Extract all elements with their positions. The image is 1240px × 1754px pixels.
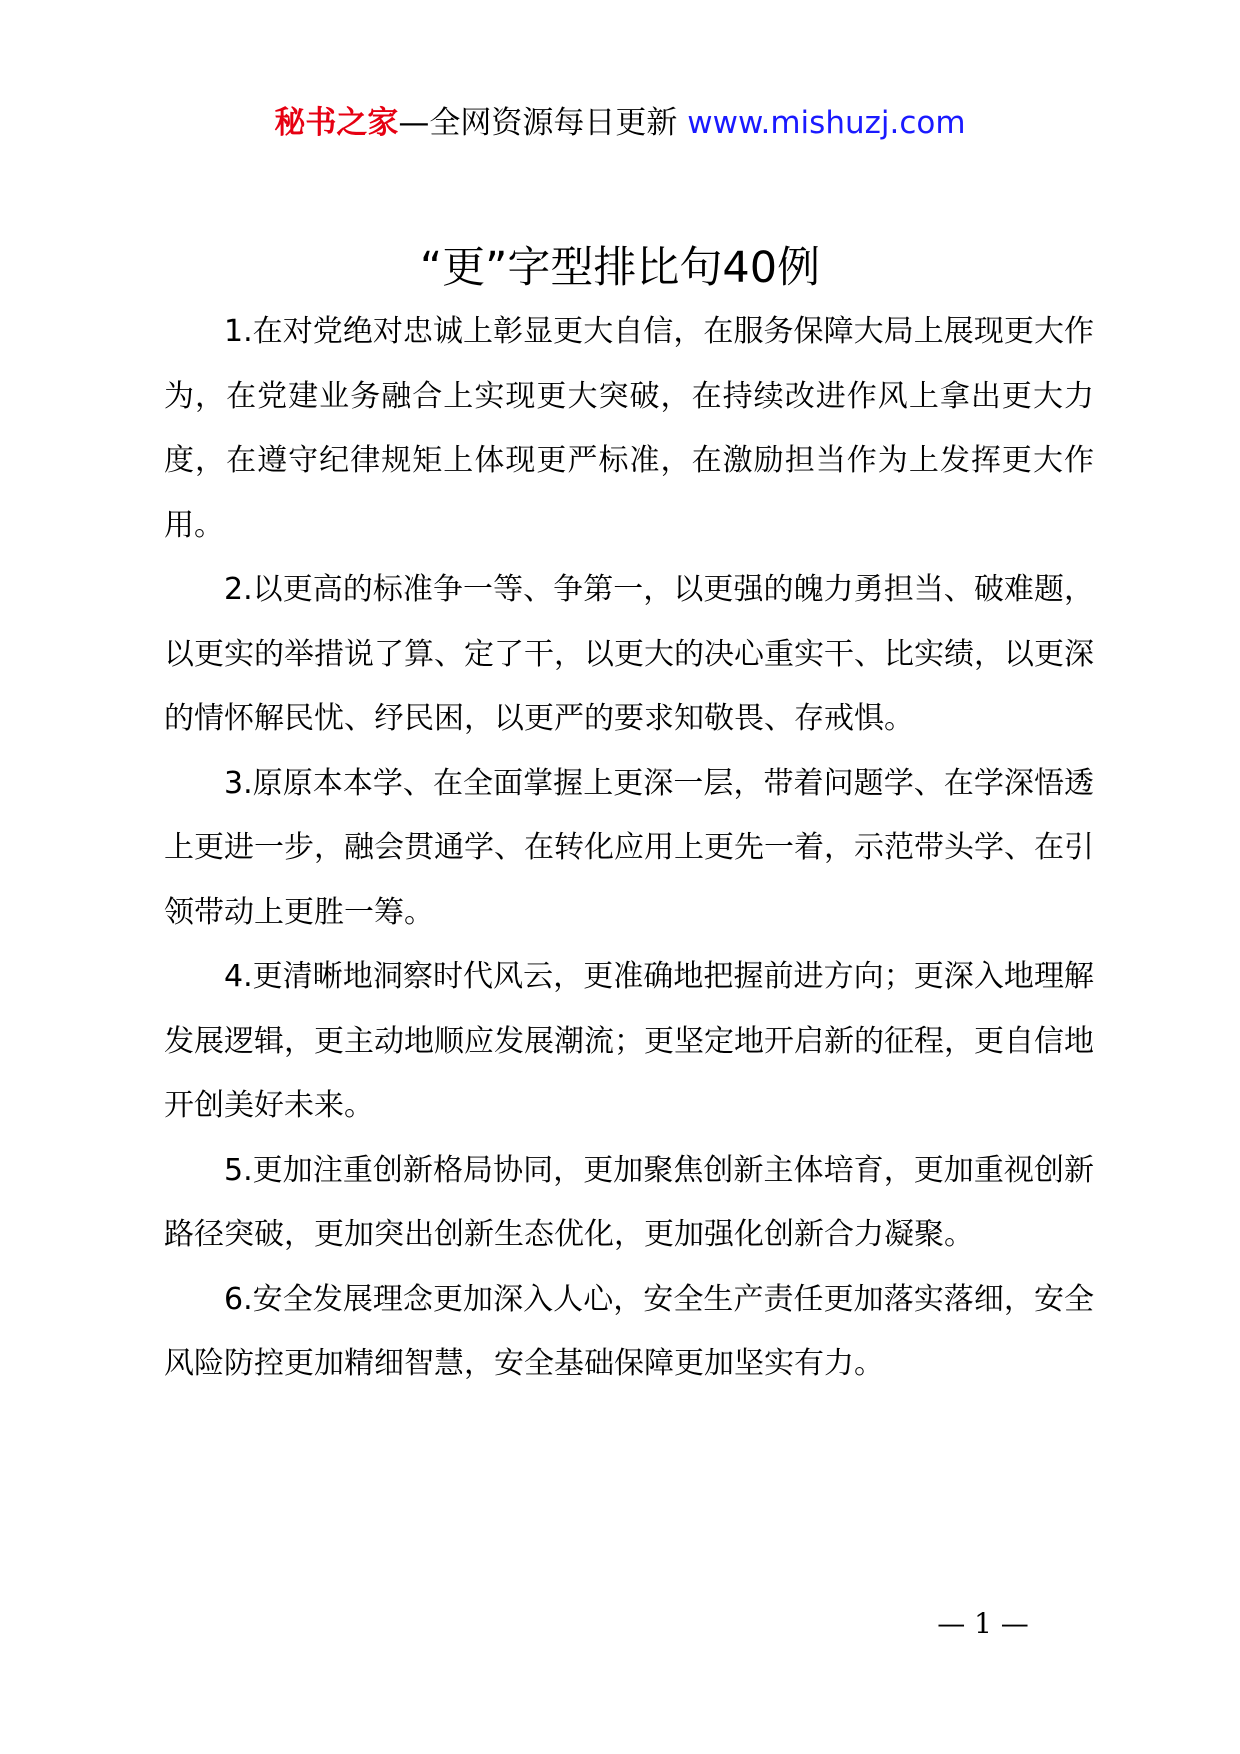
document-body: [164, 300, 1094, 1397]
page-number: — 1 —: [937, 1607, 1029, 1640]
paragraph-4: 4.更清晰地洞察时代风云，更准确地把握前进方向；更深入地理解发展逻辑，更主动地顺应发展潮流；更坚定地开启新的征程，更自信地开创美好未来。: [164, 959, 1094, 1123]
site-url-link[interactable]: www.mishuzj.com: [687, 105, 966, 141]
paragraph-1: 1.在对党绝对忠诚上彰显更大自信，在服务保障大局上展现更大作为，在党建业务融合上实现更大突破，在持续改进作风上拿出更大力度，在遵守纪律规矩上体现更严标准，在激励担当作为上发挥更大作用。: [164, 314, 1094, 543]
paragraph-2: 2.以更高的标准争一等、争第一，以更强的魄力勇担当、破难题，以更实的举措说了算、定了干，以更大的决心重实干、比实绩，以更深的情怀解民忧、纾民困，以更严的要求知敬畏、存戒惧。: [164, 572, 1094, 736]
site-brand: 秘书之家: [274, 105, 399, 141]
site-tagline: —全网资源每日更新: [398, 105, 678, 141]
document-title: “更”字型排比句40例: [419, 243, 821, 293]
site-header: [0, 100, 1240, 146]
paragraph-5: 5.更加注重创新格局协同，更加聚焦创新主体培育，更加重视创新路径突破，更加突出创新生态优化，更加强化创新合力凝聚。: [164, 1152, 1094, 1252]
paragraph-3: 3.原原本本学、在全面掌握上更深一层，带着问题学、在学深悟透上更进一步，融会贯通学、在转化应用上更先一着，示范带头学、在引领带动上更胜一筹。: [164, 765, 1094, 930]
paragraph-6: 6.安全发展理念更加深入人心，安全生产责任更加落实落细，安全风险防控更加精细智慧，安全基础保障更加坚实有力。: [164, 1281, 1094, 1381]
